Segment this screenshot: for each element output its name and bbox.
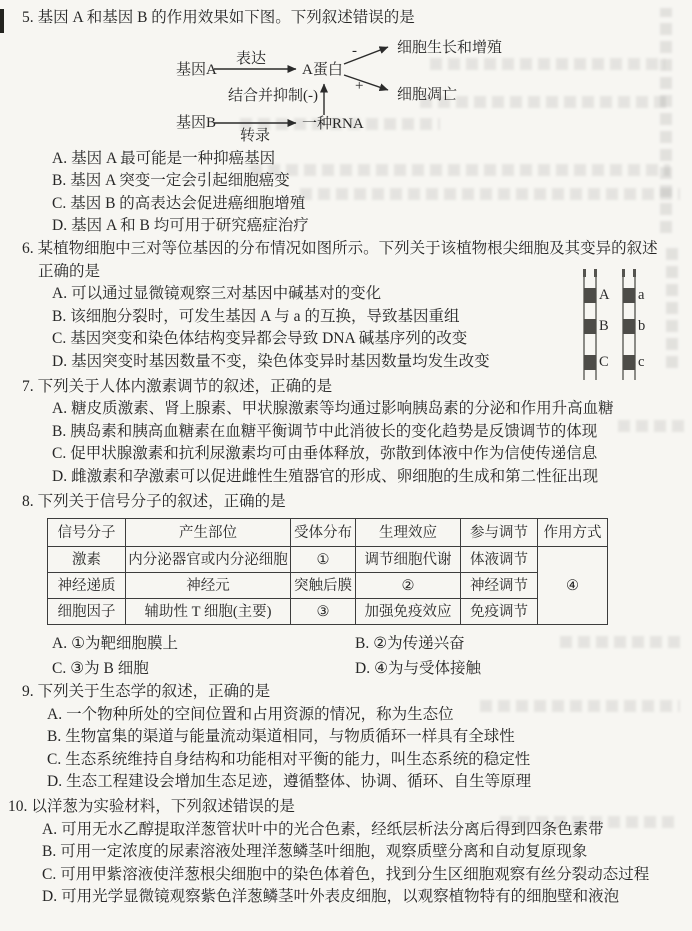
question-7-stem (22, 376, 668, 399)
table-cell: ③ (291, 599, 356, 625)
question-8-stem (22, 491, 668, 514)
table-cell: 激素 (48, 547, 126, 573)
question-7-option-d: D. 雌激素和孕激素可以促进雌性生殖器官的形成、卵细胞的生成和第二性征出现 (52, 467, 599, 485)
gene-label: c (638, 354, 645, 370)
table-row (48, 599, 608, 625)
col-header: 参与调节 (461, 519, 538, 547)
question-9-option-c: C. 生态系统维持自身结构和功能相对平衡的能力，叫生态系统的稳定性 (47, 750, 531, 768)
option-text: 该细胞分裂时，可发生基因 A 与 a 的互换，导致基因重组 (70, 307, 460, 325)
apoptosis-arrow (344, 75, 388, 90)
table-cell: 突触后膜 (291, 573, 356, 599)
question-9-option-d: D. 生态工程建设会增加生态足迹，遵循整体、协调、循环、自生等原理 (47, 773, 532, 791)
question-number: 6. (22, 239, 34, 257)
option-text: 基因 A 最可能是一种抑癌基因 (71, 149, 276, 167)
gene-label: b (638, 318, 646, 334)
question-6 (0, 238, 692, 374)
table-cell: ② (356, 573, 461, 599)
table-cell: 体液调节 (461, 547, 538, 573)
table-row (48, 547, 608, 573)
option-text: 基因 A 和 B 均可用于研究癌症治疗 (71, 217, 309, 235)
question-8-option-c: C. ③为 B 细胞 (52, 660, 149, 678)
table-cell: 辅助性 T 细胞(主要) (126, 599, 291, 625)
gene-b-label: 基因B (176, 114, 217, 131)
option-text: 促甲状腺激素和抗利尿激素均可由垂体释放，弥散到体液中作为信使传递信息 (70, 445, 598, 463)
stem-text: 基因 A 和基因 B 的作用效果如下图。下列叙述错误的是 (37, 9, 415, 26)
question-number: 5. (22, 9, 34, 26)
question-6-stem (22, 238, 668, 283)
gene-label: a (638, 287, 645, 303)
table-cell: 神经元 (126, 573, 291, 599)
question-9-stem (22, 681, 668, 704)
option-text: 可以通过显微镜观察三对基因中碱基对的变化 (71, 285, 382, 303)
protein-a-label: A蛋白 (302, 61, 343, 78)
option-text: 可用一定浓度的尿素溶液处理洋葱鳞茎叶细胞，观察质壁分离和自动复原现象 (60, 843, 588, 861)
question-8-option-d: D. ④为与受体接触 (355, 660, 481, 678)
question-10-stem (8, 796, 664, 819)
gene-label: C (599, 354, 609, 370)
table-cell: 细胞因子 (48, 599, 126, 625)
question-8-option-b: B. ②为传递兴奋 (355, 635, 465, 653)
question-10 (0, 796, 692, 909)
question-number: 9. (22, 683, 34, 701)
outcome-apoptosis-label: 细胞凋亡 (397, 86, 458, 103)
question-6-option-b: B. 该细胞分裂时，可发生基因 A 与 a 的互换，导致基因重组 (52, 307, 460, 325)
plus-sign: + (355, 77, 364, 94)
stem-text: 下列关于生态学的叙述，正确的是 (37, 683, 271, 701)
table-cell: ① (291, 547, 356, 573)
question-8-options (52, 631, 692, 681)
rna-label: 一种RNA (302, 115, 364, 132)
gene-pathway-diagram (0, 37, 692, 145)
question-6-option-c: C. 基因突变和染色体结构变异都会导致 DNA 碱基序列的改变 (52, 330, 468, 348)
table-cell: 调节细胞代谢 (356, 547, 461, 573)
question-6-option-d: D. 基因突变时基因数量不变，染色体变异时基因数量均发生改变 (52, 352, 490, 370)
question-9-option-b: B. 生物富集的渠道与能量流动渠道相同，与物质循环一样具有全球性 (47, 728, 515, 746)
question-9-option-a: A. 一个物种所处的空间位置和占用资源的情况，称为生态位 (47, 705, 454, 723)
question-7-option-c: C. 促甲状腺激素和抗利尿激素均可由垂体释放，弥散到体液中作为信使传递信息 (52, 445, 598, 463)
option-text: 糖皮质激素、肾上腺素、甲状腺激素等均通过影响胰岛素的分泌和作用升高血糖 (71, 400, 614, 418)
question-5 (0, 7, 692, 238)
option-text: 生态工程建设会增加生态足迹，遵循整体、协调、循环、自生等原理 (66, 773, 532, 791)
option-text: 胰岛素和胰高血糖素在血糖平衡调节中此消彼长的变化趋势是反馈调节的体现 (70, 422, 598, 440)
question-8 (0, 491, 692, 682)
col-header: 信号分子 (48, 519, 126, 547)
question-10-option-b: B. 可用一定浓度的尿素溶液处理洋葱鳞茎叶细胞，观察质壁分离和自动复原现象 (42, 843, 588, 861)
gene-label: A (599, 287, 610, 303)
question-10-option-a: A. 可用无水乙醇提取洋葱管状叶中的光合色素，经纸层析法分离后得到四条色素带 (42, 820, 604, 838)
col-header: 受体分布 (291, 519, 356, 547)
question-5-stem (22, 7, 668, 30)
question-5-option-a: A. 基因 A 最可能是一种抑癌基因 (52, 149, 276, 167)
stem-text: 下列关于信号分子的叙述，正确的是 (37, 492, 286, 510)
option-text: 基因突变时基因数量不变，染色体变异时基因数量均发生改变 (71, 352, 490, 370)
question-10-option-c: C. 可用甲紫溶液使洋葱根尖细胞中的染色体着色，找到分生区细胞观察有丝分裂动态过程 (42, 865, 650, 883)
option-text: 基因 B 的高表达会促进癌细胞增殖 (70, 194, 306, 212)
question-5-option-d: D. 基因 A 和 B 均可用于研究癌症治疗 (52, 217, 309, 235)
question-number: 10. (8, 798, 28, 816)
question-number: 7. (22, 377, 34, 395)
option-text: ①为靶细胞膜上 (71, 635, 178, 653)
inhibit-label: 结合并抑制(-) (228, 87, 318, 104)
gene-a-label: 基因A (176, 61, 217, 78)
stem-text: 下列关于人体内激素调节的叙述，正确的是 (37, 377, 333, 395)
question-7 (0, 376, 692, 489)
option-text: ②为传递兴奋 (373, 635, 465, 653)
option-text: ④为与受体接触 (374, 660, 481, 678)
table-cell: 免疫调节 (461, 599, 538, 625)
table-cell: 神经递质 (48, 573, 126, 599)
option-text: 基因 A 突变一定会引起细胞癌变 (70, 172, 290, 190)
question-5-option-b: B. 基因 A 突变一定会引起细胞癌变 (52, 172, 290, 190)
stem-text: 以洋葱为实验材料，下列叙述错误的是 (31, 798, 295, 816)
col-header: 产生部位 (126, 519, 291, 547)
question-9 (0, 681, 692, 794)
question-8-option-a: A. ①为靶细胞膜上 (52, 635, 178, 653)
option-text: 基因突变和染色体结构变异都会导致 DNA 碱基序列的改变 (70, 330, 468, 348)
table-cell-merged: ④ (538, 547, 608, 625)
table-cell: 内分泌器官或内分泌细胞 (126, 547, 291, 573)
stem-text: 某植物细胞中三对等位基因的分布情况如图所示。下列关于该植物根尖细胞及其变异的叙述正确的是 (37, 239, 658, 280)
question-5-option-c: C. 基因 B 的高表达会促进癌细胞增殖 (52, 194, 306, 212)
option-text: ③为 B 细胞 (70, 660, 149, 678)
option-text: 一个物种所处的空间位置和占用资源的情况，称为生态位 (66, 705, 454, 723)
option-text: 生物富集的渠道与能量流动渠道相同，与物质循环一样具有全球性 (65, 728, 515, 746)
table-row (48, 573, 608, 599)
option-text: 生态系统维持自身结构和功能相对平衡的能力，叫生态系统的稳定性 (65, 750, 531, 768)
promote-growth-arrow (344, 47, 388, 64)
transcribe-label: 转录 (240, 127, 271, 144)
table-header-row (48, 519, 608, 547)
col-header: 作用方式 (538, 519, 608, 547)
question-7-option-a: A. 糖皮质激素、肾上腺素、甲状腺激素等均通过影响胰岛素的分泌和作用升高血糖 (52, 400, 614, 418)
option-text: 可用光学显微镜观察紫色洋葱鳞茎叶外表皮细胞，以观察植物特有的细胞壁和液泡 (61, 888, 620, 906)
exam-content (0, 7, 692, 909)
question-10-option-d: D. 可用光学显微镜观察紫色洋葱鳞茎叶外表皮细胞，以观察植物特有的细胞壁和液泡 (42, 888, 620, 906)
option-text: 可用无水乙醇提取洋葱管状叶中的光合色素，经纸层析法分离后得到四条色素带 (61, 820, 604, 838)
question-6-option-a: A. 可以通过显微镜观察三对基因中碱基对的变化 (52, 285, 382, 303)
table-cell: 加强免疫效应 (356, 599, 461, 625)
option-text: 可用甲紫溶液使洋葱根尖细胞中的染色体着色，找到分生区细胞观察有丝分裂动态过程 (60, 865, 650, 883)
minus-sign: - (352, 42, 357, 59)
question-number: 8. (22, 492, 34, 510)
col-header: 生理效应 (356, 519, 461, 547)
gene-label: B (599, 318, 609, 334)
table-cell: 神经调节 (461, 573, 538, 599)
signal-molecule-table (47, 518, 608, 625)
outcome-growth-label: 细胞生长和增殖 (397, 39, 503, 56)
question-7-option-b: B. 胰岛素和胰高血糖素在血糖平衡调节中此消彼长的变化趋势是反馈调节的体现 (52, 422, 598, 440)
option-text: 雌激素和孕激素可以促进雌性生殖器官的形成、卵细胞的生成和第二性征出现 (71, 467, 599, 485)
express-label: 表达 (236, 50, 267, 67)
